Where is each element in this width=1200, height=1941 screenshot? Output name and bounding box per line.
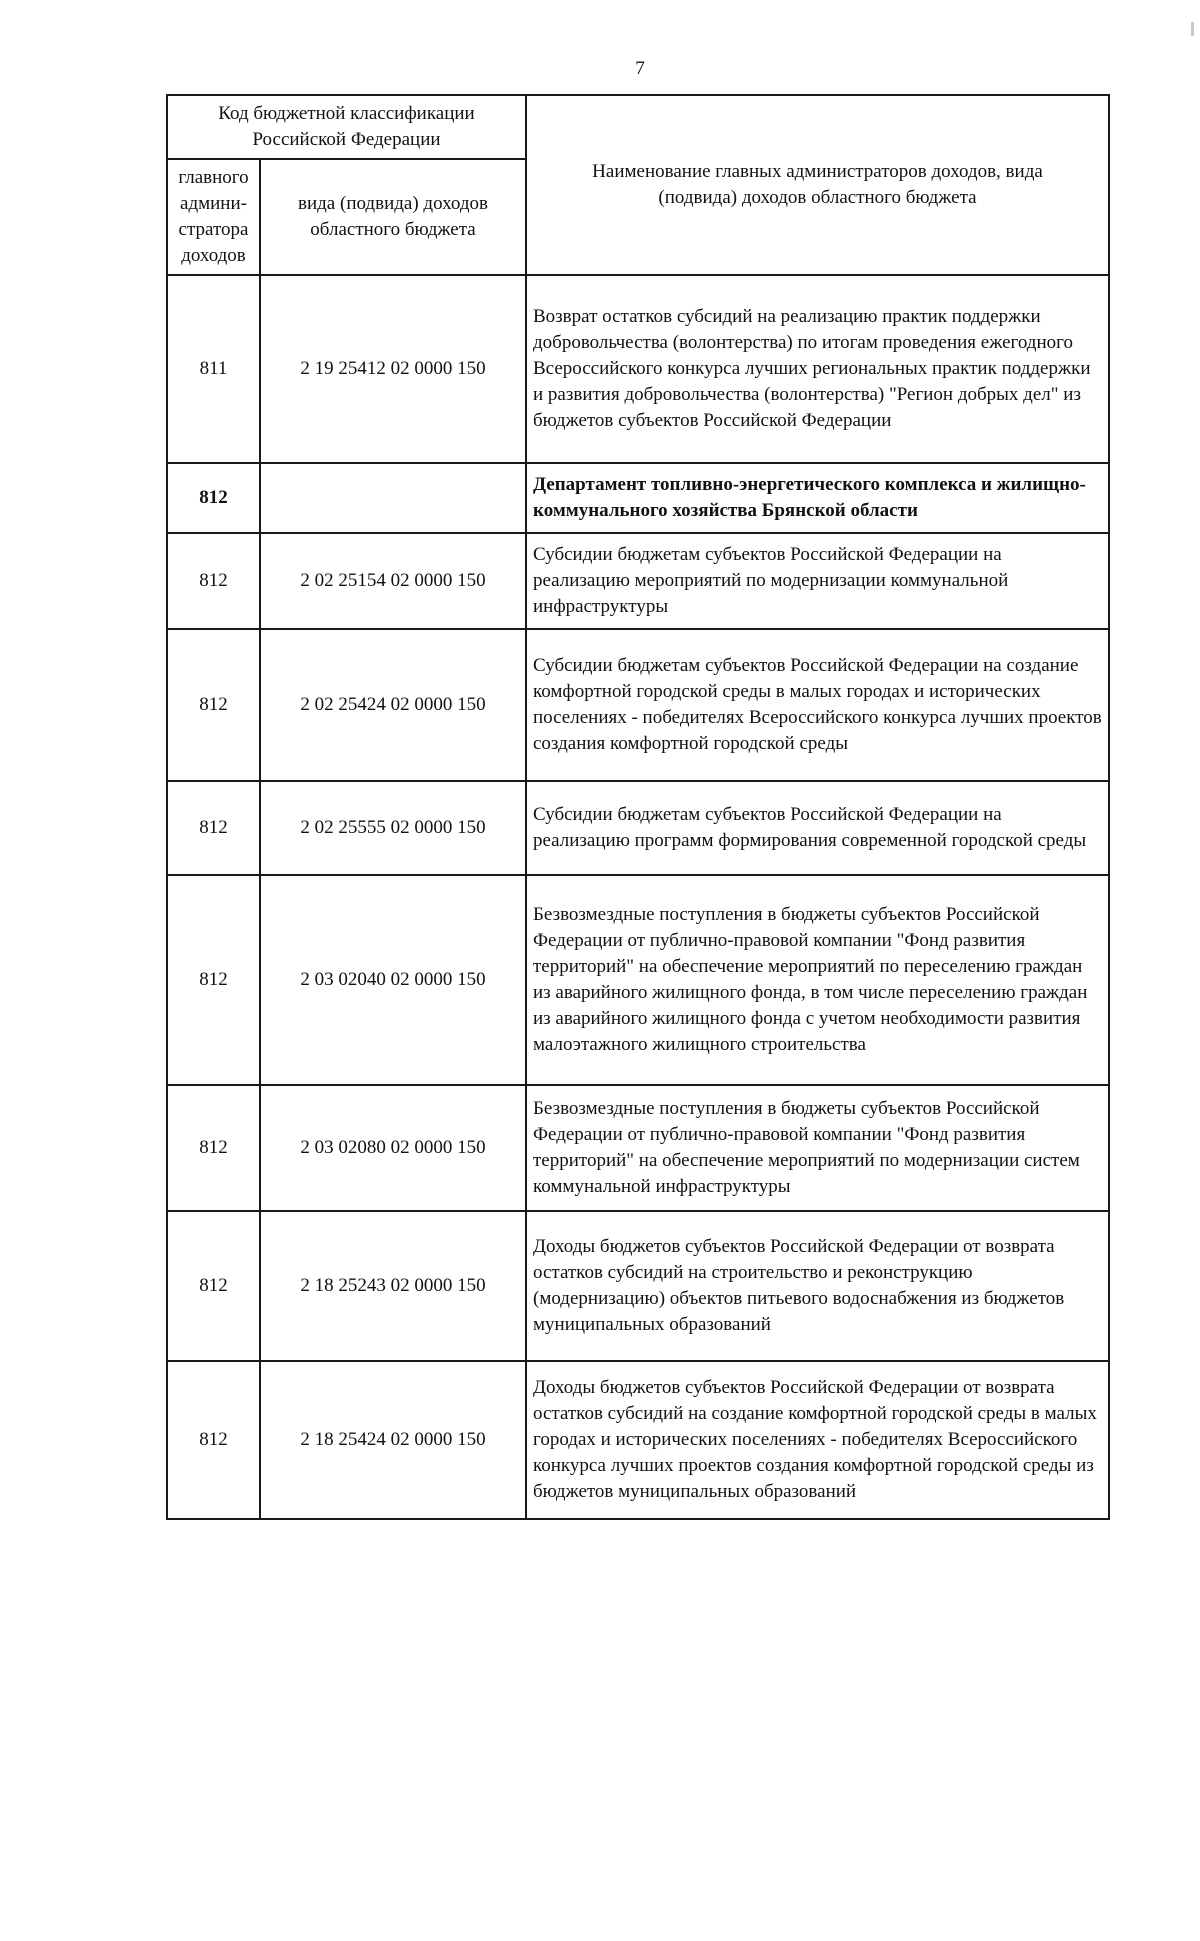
table-row (167, 629, 1109, 781)
header-group-line2: Российской Федерации (252, 129, 441, 150)
page-number: 7 (635, 58, 645, 79)
revenue-code-cell (260, 463, 526, 533)
table-row (167, 533, 1109, 629)
table-row (167, 781, 1109, 875)
revenue-code-cell: 2 19 25412 02 0000 150 (260, 275, 526, 463)
budget-classification-table (166, 94, 1110, 1520)
revenue-name-cell: Возврат остатков субсидий на реализацию практик поддержки добровольчества (волонтерства) по итогам проведения ежегодного Всероссийского конкурса лучших региональных практик поддержки и развития добровольчества (волонтерства) "Регион добрых дел" из бюджетов субъектов Российской Федерации (526, 275, 1109, 463)
table-row (167, 875, 1109, 1085)
revenue-name-cell: Доходы бюджетов субъектов Российской Федерации от возврата остатков субсидий на создание комфортной городской среды в малых городах и исторических поселениях - победителях Всероссийского конкурса лучших проектов создания комфортной городской среды из бюджетов муниципальных образований (526, 1361, 1109, 1519)
admin-code-cell: 812 (167, 463, 260, 533)
admin-code-cell: 812 (167, 781, 260, 875)
table-header (167, 95, 1109, 275)
header-code-line2: областного бюджета (310, 219, 476, 240)
scan-mark (1191, 22, 1194, 36)
revenue-code-cell: 2 03 02040 02 0000 150 (260, 875, 526, 1085)
table-body (167, 275, 1109, 1519)
revenue-name-cell: Субсидии бюджетам субъектов Российской Федерации на реализацию программ формирования современной городской среды (526, 781, 1109, 875)
revenue-code-cell: 2 02 25424 02 0000 150 (260, 629, 526, 781)
header-group-line1: Код бюджетной классификации (218, 103, 475, 124)
department-name-cell: Департамент топливно-энергетического комплекса и жилищно-коммунального хозяйства Брянской области (526, 463, 1109, 533)
revenue-name-cell: Безвозмездные поступления в бюджеты субъектов Российской Федерации от публично-правовой компании "Фонд развития территорий" на обеспечение мероприятий по модернизации систем коммунальной инфраструктуры (526, 1085, 1109, 1211)
table-row (167, 463, 1109, 533)
admin-code-cell: 812 (167, 533, 260, 629)
header-admin-line3: стратора (178, 219, 249, 240)
table-row (167, 275, 1109, 463)
revenue-code-cell: 2 18 25424 02 0000 150 (260, 1361, 526, 1519)
admin-code-cell: 812 (167, 629, 260, 781)
header-admin-line4: доходов (181, 245, 246, 266)
revenue-code-cell: 2 03 02080 02 0000 150 (260, 1085, 526, 1211)
revenue-name-cell: Безвозмездные поступления в бюджеты субъектов Российской Федерации от публично-правовой компании "Фонд развития территорий" на обеспечение мероприятий по переселению граждан из аварийного жилищного фонда, в том числе переселению граждан из аварийного жилищного фонда с учетом необходимости развития малоэтажного жилищного строительства (526, 875, 1109, 1085)
revenue-name-cell: Доходы бюджетов субъектов Российской Федерации от возврата остатков субсидий на строительство и реконструкцию (модернизацию) объектов питьевого водоснабжения из бюджетов муниципальных образований (526, 1211, 1109, 1361)
header-code-line1: вида (подвида) доходов (298, 193, 488, 214)
header-code-column (260, 159, 526, 275)
header-name-line1: Наименование главных администраторов доходов, вида (592, 161, 1043, 182)
header-admin-column (167, 159, 260, 275)
admin-code-cell: 812 (167, 1361, 260, 1519)
admin-code-cell: 811 (167, 275, 260, 463)
header-name-line2: (подвида) доходов областного бюджета (658, 187, 977, 208)
revenue-code-cell: 2 02 25555 02 0000 150 (260, 781, 526, 875)
revenue-code-cell: 2 18 25243 02 0000 150 (260, 1211, 526, 1361)
header-admin-line2: админи- (180, 193, 247, 214)
table-row (167, 1211, 1109, 1361)
admin-code-cell: 812 (167, 875, 260, 1085)
revenue-name-cell: Субсидии бюджетам субъектов Российской Федерации на реализацию мероприятий по модернизации коммунальной инфраструктуры (526, 533, 1109, 629)
admin-code-cell: 812 (167, 1211, 260, 1361)
header-name-column (526, 95, 1109, 275)
table-row (167, 1361, 1109, 1519)
revenue-name-cell: Субсидии бюджетам субъектов Российской Федерации на создание комфортной городской среды в малых городах и исторических поселениях - победителях Всероссийского конкурса лучших проектов создания комфортной городской среды (526, 629, 1109, 781)
header-admin-line1: главного (178, 167, 249, 188)
table-row (167, 1085, 1109, 1211)
revenue-code-cell: 2 02 25154 02 0000 150 (260, 533, 526, 629)
header-classification-code (167, 95, 526, 159)
admin-code-cell: 812 (167, 1085, 260, 1211)
